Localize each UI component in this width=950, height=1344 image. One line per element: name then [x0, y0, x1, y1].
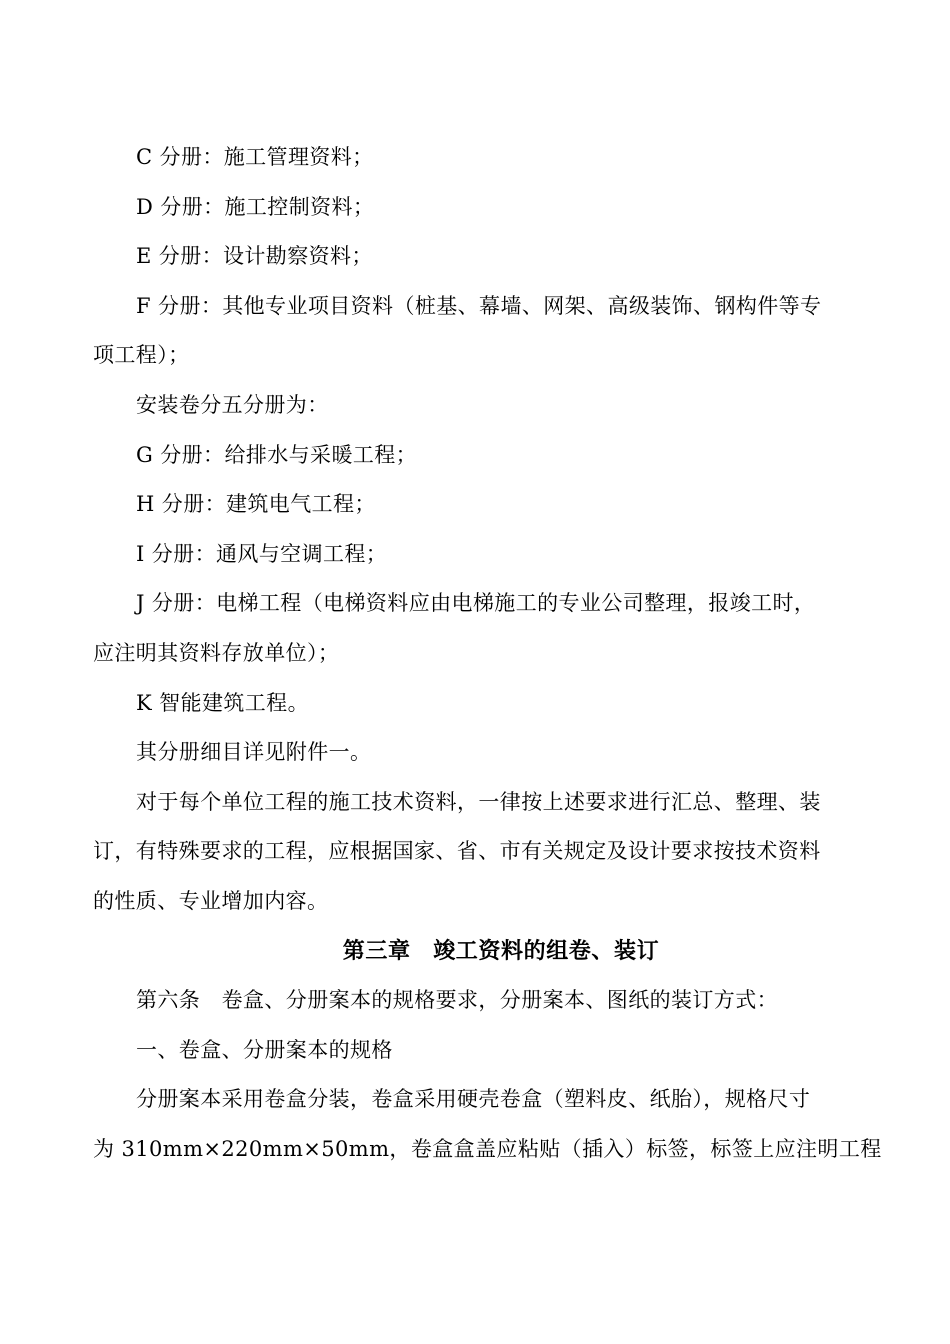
paragraph-volume-j-cont: 应注明其资料存放单位）； [93, 640, 340, 665]
paragraph-volume-e: E 分册：设计勘察资料； [136, 244, 373, 269]
paragraph-article-six: 第六条 卷盒、分册案本的规格要求，分册案本、图纸的装订方式： [136, 988, 778, 1013]
chapter-heading: 第三章 竣工资料的组卷、装订 [342, 937, 660, 964]
document-body [93, 133, 882, 1174]
paragraph-volume-i: I 分册：通风与空调工程； [136, 541, 388, 566]
paragraph-volume-h: H 分册：建筑电气工程； [136, 492, 376, 517]
paragraph-installation-volumes: 安装卷分五分册为： [136, 392, 329, 417]
paragraph-volume-f: F 分册：其他专业项目资料（桩基、幕墙、网架、高级装饰、钢构件等专 [136, 293, 822, 318]
paragraph-volume-d: D 分册：施工控制资料； [136, 194, 375, 219]
paragraph-section-one: 一、卷盒、分册案本的规格 [136, 1037, 393, 1062]
paragraph-volume-g: G 分册：给排水与采暖工程； [136, 442, 418, 467]
paragraph-volume-f-cont: 项工程）； [93, 343, 190, 368]
paragraph-volume-k: K 智能建筑工程。 [136, 690, 309, 715]
paragraph-unit-project: 对于每个单位工程的施工技术资料，一律按上述要求进行汇总、整理、装 [136, 789, 821, 814]
paragraph-unit-project-cont-1: 订，有特殊要求的工程，应根据国家、省、市有关规定及设计要求按技术资料 [93, 839, 821, 864]
paragraph-volume-j: J 分册：电梯工程（电梯资料应由电梯施工的专业公司整理，报竣工时， [136, 591, 816, 616]
paragraph-volume-c: C 分册：施工管理资料； [136, 145, 374, 169]
paragraph-box-spec: 分册案本采用卷盒分装，卷盒采用硬壳卷盒（塑料皮、纸胎），规格尺寸 [136, 1087, 811, 1112]
paragraph-unit-project-cont-2: 的性质、专业增加内容。 [93, 888, 329, 913]
paragraph-appendix-note: 其分册细目详见附件一。 [136, 740, 372, 765]
paragraph-box-spec-cont: 为 310mm×220mm×50mm，卷盒盒盖应粘贴（插入）标签，标签上应注明工程 [93, 1136, 882, 1161]
